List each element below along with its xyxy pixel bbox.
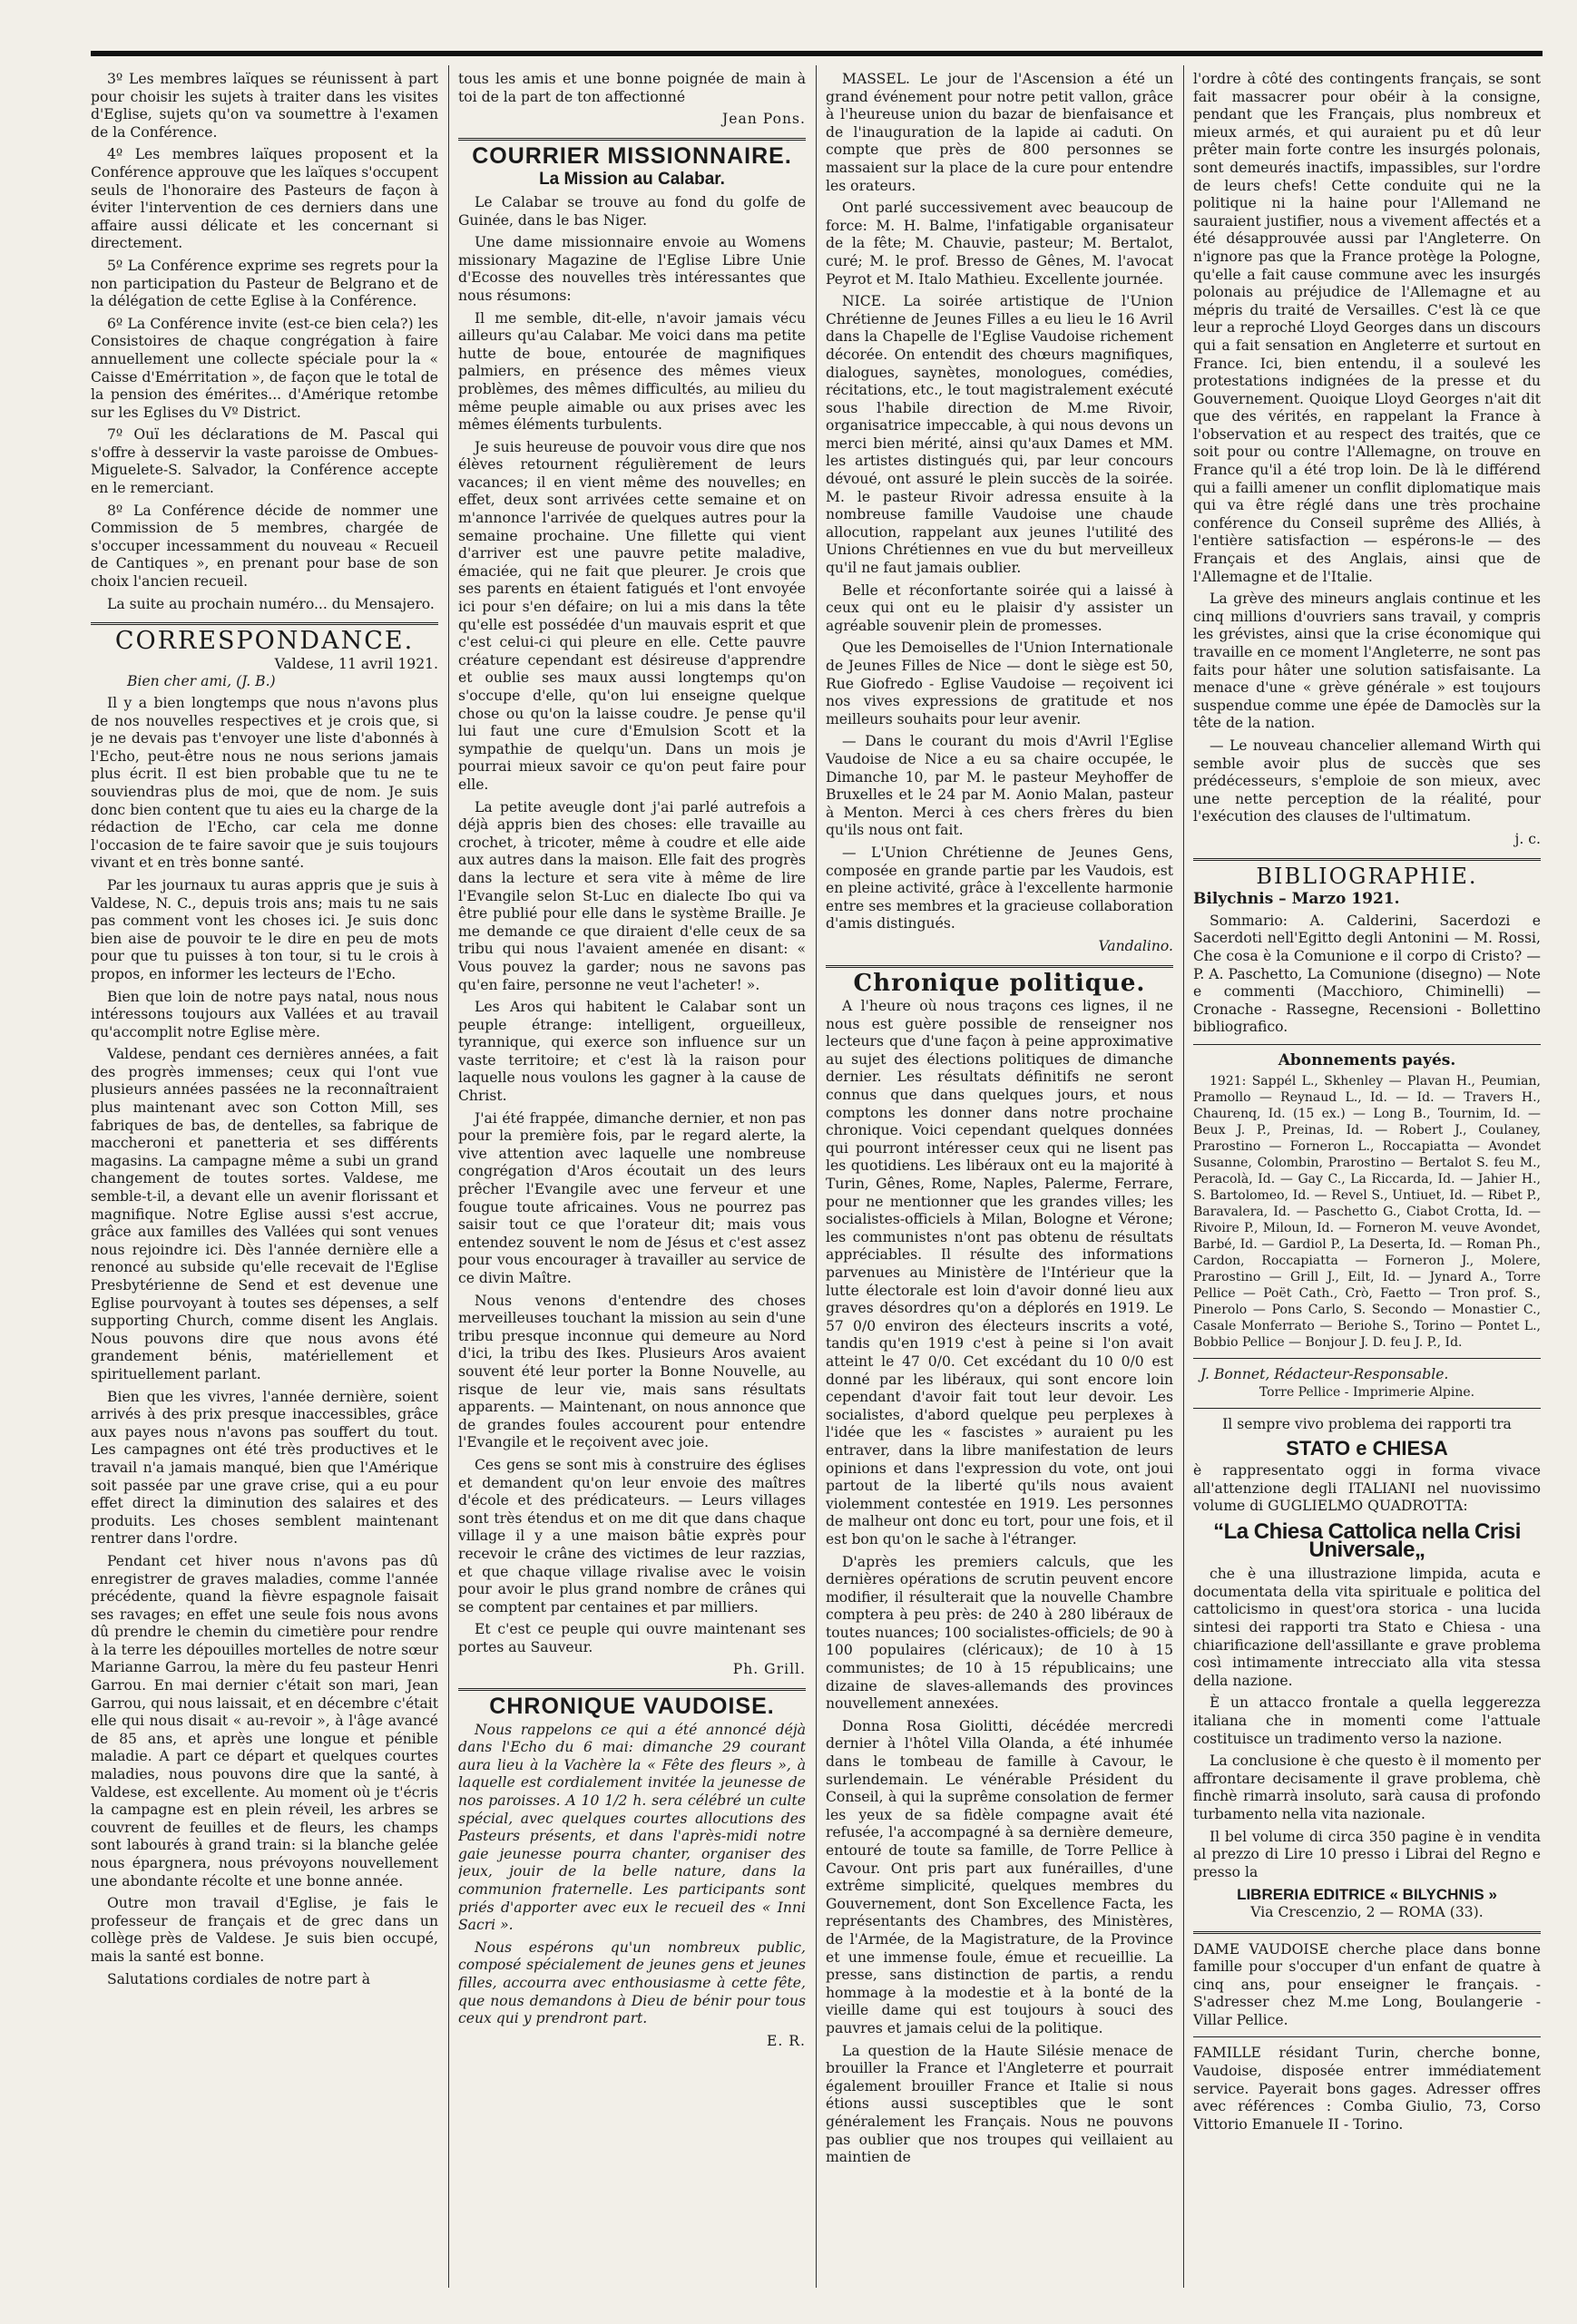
ad-text: Il bel volume di circa 350 pagine è in vendita al prezzo di Lire 10 presso i Librai del Regno e presso la (1193, 1828, 1541, 1880)
section-rule (1193, 858, 1541, 861)
letter-closing: tous les amis et une bonne poignée de main à toi de la part de ton affectionné (458, 71, 806, 105)
ad-book-title: “La Chiesa Cattolica nella Crisi Universale„ (1213, 1519, 1521, 1562)
conference-item-4: 4º Les membres laïques proposent et la Conférence approuve que les laïques s'occupent seuls de l'honoraire des Pasteurs de façon à éviter l'intervention de ces derniers dans une affaire aussi délicate et les concernant si directement. (91, 146, 438, 252)
article-paragraph: Les Aros qui habitent le Calabar sont un peuple étrange: intelligent, orgueilleux, tyrannique, qui exerce son influence sur un vaste territoire; et c'est là la raison pour laquelle nous voulons les gagner à la cause de Christ. (458, 999, 806, 1105)
politics-paragraph: D'après les premiers calculs, que les dernières opérations de scrutin peuvent encore modifier, il résulterait que la nouvelle Chambre compterа à peu près: de 240 à 280 libéraux de toutes nuances; 100 socialistes-officiels; de 90 à 100 populaires (cléricaux); de 10 à 15 communistes; de 10 à 15 républicains; une dizaine de slaves-allemands des provinces nouvellement annexées. (826, 1553, 1173, 1713)
letter-date: Valdese, 11 avril 1921. (274, 655, 438, 672)
news-nice: NICE. La soirée artistique de l'Union Chrétienne de Jeunes Filles a eu lieu le 16 Avril dans la Chapelle de l'Eglise Vaudoise richement décorée. On entendit des chœurs magnifiques, dialogues, saynètes, monologues, comédies, récitations, etc., le tout magistralement exécuté sous l'habile direction de M.me Rivoir, organisatrice impeccable, à qui nous devons un merci bien mérité, ainsi qu'aux Dames et MM. les artistes distingués qui, par leur concours dévoué, ont assuré le plein succès de la soirée. M. le pasteur Rivoir adressa ensuite à la nombreuse famille Vaudoise une chaude allocution, rappelant aux jeunes l'utilité des Unions Chrétiennes en vue du but merveilleux qu'il ne faut jamais oublier. (826, 293, 1173, 577)
article-paragraph: Il me semble, dit-elle, n'avoir jamais vécu ailleurs qu'au Calabar. Me voici dans ma petite hutte de boue, entourée de magnifiques palmiers, en présence des mêmes vieux problèmes, des mêmes difficultés, au milieu du même peuple aimable ou aux prises avec les mêmes éléments turbulents. (458, 309, 806, 434)
column-divider (1183, 65, 1184, 2288)
ad-intro: Il sempre vivo problema dei rapporti tra (1222, 1416, 1512, 1433)
classified-famille: FAMILLE résidant Turin, cherche bonne, Vaudoise, disposée entrer immédiatement service. Payerait bons gages. Adresser offres avec références : Comba Giulio, 73, Corso Vittorio Emanuele II - Torino. (1193, 2045, 1541, 2133)
section-rule (1193, 1931, 1541, 1934)
redacteur-line: J. Bonnet, Rédacteur-Responsable. (1200, 1366, 1449, 1383)
to-be-continued: La suite au prochain numéro... du Mensajero. (107, 595, 435, 612)
ad-text: È un attacco frontale a quella leggerezza italiana che in momenti come l'attuale costituisce un tradimento verso la nazione. (1193, 1694, 1541, 1747)
article-paragraph: Nous espérons qu'un nombreux public, composé spécialement de jeunes gens et jeunes filles, accourra avec enthousiasme à cette fête, que nous demandons à Dieu de bénir pour tous ceux qui y prendront part. (458, 1938, 806, 2027)
article-paragraph: Le Calabar se trouve au fond du golfe de Guinée, dans le bas Niger. (458, 193, 806, 229)
ad-text: è rappresentato oggi in forma vivace all'attenzione degli ITALIANI nel nuovissimo volume di GUGLIELMO QUADROTTA: (1193, 1462, 1541, 1515)
printer-line: Torre Pellice - Imprimerie Alpine. (1259, 1385, 1475, 1401)
article-paragraph: J'ai été frappée, dimanche dernier, et non pas pour la première fois, par le regard alerte, la vive attention avec laquelle une nombreuse congrégation d'Aros écoutait un des leurs prêcher l'Evangile avec une ferveur et une fougue toute africaines. Vous ne pourrez pas saisir tout ce que l'orateur dit; mais vous entendez souvent le nom de Jésus et c'est assez pour vous encourager à travailler au service de ce divin Maître. (458, 1109, 806, 1286)
ad-text: La conclusione è che questo è il momento per affrontare decisamente il grave problema, chè finchè rimarrà insoluto, sarà causa di profondo turbamento nella vita nazionale. (1193, 1753, 1541, 1822)
classified-dame-vaudoise: DAME VAUDOISE cherche place dans bonne famille pour s'occuper d'un enfant de quatre à cinq ans, pour enseigner le français. - S'adresser chez M.me Long, Boulangerie - Villar Pellice. (1193, 1940, 1541, 2028)
politics-paragraph: La grève des mineurs anglais continue et les cinq millions d'ouvriers sans travail, y compris les grévistes, ainsi que la crise économique qui travaille en ce moment l'Angleterre, ne sont pas faits pour hâter une solution satisfaisante. La menace d'une « grève générale » est toujours suspendue comme une épée de Damoclès sur la tête de la nation. (1193, 591, 1541, 732)
ad-stato-chiesa-heading: STATO e CHIESA (1286, 1436, 1448, 1460)
signature: Vandalino. (1098, 937, 1173, 954)
signature: Jean Pons. (721, 111, 806, 128)
chronique-politique-title: Chronique politique. (853, 969, 1146, 997)
section-rule (91, 622, 438, 625)
conference-item-8: 8º La Conférence décide de nommer une Commission de 5 membres, chargée de s'occuper incessamment du nouveau « Recueil de Cantiques », en prenant pour base de son choix l'ancien recueil. (91, 502, 438, 591)
column-divider (816, 65, 817, 2288)
signature: Ph. Grill. (732, 1661, 806, 1678)
bibliographie-title: BIBLIOGRAPHIE. (1256, 863, 1478, 889)
article-paragraph: Nous rappelons ce qui a été annoncé déjà dans l'Echo du 6 mai: dimanche 29 courant aura lieu à la Vachère la « Fête des fleurs », à laquelle est cordialement invitée la jeunesse de nos paroisses. A 10 1/2 h. sera célébré un culte spécial, avec quelques courtes allocutions des Pasteurs présents, et dans l'après-midi notre gaie jeunesse pourra chanter, organiser des jeux, jouir de la belle nature, dans la communion fraternelle. Les participants sont priés d'apporter avec eux le recueil des « Inni Sacri ». (458, 1721, 806, 1934)
courrier-missionnaire-title: COURRIER MISSIONNAIRE. (472, 142, 792, 169)
signature: E. R. (767, 2032, 806, 2049)
article-paragraph: Une dame missionnaire envoie au Womens missionary Magazine de l'Eglise Libre Unie d'Ecosse des nouvelles très intéressantes que nous résumons: (458, 234, 806, 304)
politics-paragraph: — Le nouveau chancelier allemand Wirth qui semble avoir plus de succès que ses prédécesseurs, s'emploie de son mieux, avec une nette perception de la réalité, pour l'exécution des clauses de l'ultimatum. (1193, 737, 1541, 825)
bilychnis-heading: Bilychnis – Marzo 1921. (1193, 890, 1400, 909)
column-3 (826, 71, 1173, 2284)
bilychnis-summary: Sommario: A. Calderini, Sacerdozi e Sacerdoti nell'Egitto degli Antonini — M. Rossi, Che cosa è la Comunione e il corpo di Cristo? — P. A. Paschetto, La Comunione (disegno) — Note e commenti (Macchioro, Chiminelli) — Cronache - Rassegne, Recensioni - Bollettino bibliografico. (1193, 912, 1541, 1036)
article-paragraph: La petite aveugle dont j'ai parlé autrefois a déjà appris bien des choses: elle travaille au crochet, à tricoter, même à coudre et elle aide aux autres dans la maison. Elle fait des progrès dans la lecture et sera vite à même de lire l'Evangile selon St-Luc en dialecte Ibo qui va être publié pour elle dans le système Braille. Je me demande ce que diraient d'elle ceux de sa tribu qui nous l'avaient amenée en disant: « Vous pouvez la garder; nous ne savons pas qu'en faire, personne ne veut l'acheter! ». (458, 798, 806, 993)
ad-address: Via Crescenzio, 2 — ROMA (33). (1250, 1903, 1484, 1920)
article-paragraph: Je suis heureuse de pouvoir vous dire que nos élèves retournent régulièrement de leurs vacances; il en vient même des nouvelles; en effet, deux sont arrivées cette semaine et on m'annonce l'arrivée de quelques autres pour la semaine prochaine. Une fillette qui vient d'arriver est une pauvre petite maladive, émaciée, qui ne fait que pleurer. Je crois que ses parents en étaient fatigués et l'ont envoyée ici pour s'en défaire; on lui a mis dans la tête qu'elle est possédée d'un mauvais esprit et que c'est celui-ci qui pleure en elle. Cette pauvre créature cependant est désireuse d'apprendre et oublie ses maux aussi longtemps qu'on s'occupe d'elle, qu'on lui enseigne quelque chose ou qu'on la laisse coudre. Je pense qu'il lui faut une cure d'Emulsion Scott et la sympathie de quelqu'un. Dans un mois je pourrai mieux savoir ce qu'on peut faire pour elle. (458, 438, 806, 793)
rule (1193, 2036, 1541, 2037)
column-divider (448, 65, 449, 2288)
politics-paragraph: l'ordre à côté des contingents français, se sont fait massacrer pour obéir à la consigne, pendant que les Français, plus nombreux et mieux armés, et qui auraient pu et dû leur prêter main forte contre les insurgés polonais, sont demeurés inactifs, impassibles, sur l'ordre de leurs chefs! Cette conduite qui ne la politique ni la haine pour l'Allemand ne sauraient justifier, nous a vivement affectés et a été désapprouvée aussi par l'Angleterre. On n'ignore pas que la France protège la Pologne, qu'elle a fait cause commune avec les insurgés polonais au préjudice de l'Allemagne et au mépris du traité de Versailles. C'est là ce que leur a reproché Lloyd Georges dans un discours qui a fait sensation en Angleterre et surtout en France. Ici, bien entendu, il a soulevé les protestations indignées de la presse et du Gouvernement. Quoique Lloyd Georges n'ait dit que des vérités, en rappelant la France à l'observation et au respect des traités, que ce soit pour ou contre l'Allemagne, on trouve en France qu'il a été trop loin. De là le différend qui a failli amener un conflit diplomatique mais qui va être réglé dans une très prochaine conférence du Conseil suprême des Alliés, à l'entière satisfaction — espérons-le — des Français et des Anglais, ainsi que de l'Allemagne et de l'Italie. (1193, 71, 1541, 585)
news-paragraph: Belle et réconfortante soirée qui a laissé à ceux qui ont eu le plaisir d'y assister un agréable souvenir plein de promesses. (826, 581, 1173, 634)
rule (1193, 1358, 1541, 1359)
column-1 (91, 71, 438, 2284)
signature: j. c. (1514, 830, 1541, 847)
conference-item-7: 7º Ouï les déclarations de M. Pascal qui s'offre à desservir la vaste paroisse de Ombues-Miguelete-S. Salvador, la Conférence accepte en le remerciant. (91, 426, 438, 497)
conference-item-6: 6º La Conférence invite (est-ce bien cela?) les Consistoires de chaque congrégation à faire annuellement une collecte spéciale pour la « Caisse d'Emérritation », de façon que le total de la pension des émérites... d'Amérique retombe sur les Eglises du Vº District. (91, 315, 438, 421)
article-paragraph: Et c'est ce peuple qui ouvre maintenant ses portes au Sauveur. (458, 1621, 806, 1655)
section-rule (458, 138, 806, 141)
ad-text: che è una illustrazione limpida, acuta e documentata della vita spirituale e politica del cattolicismo in quest'ora storica - una lucida sintesi dei rapporti tra Stato e Chiesa - una chiarificazione dell'assillante e grave problema così intimamente intrecciato alla vita stessa della nazione. (1193, 1566, 1541, 1689)
letter-paragraph: Il y a bien longtemps que nous n'avons plus de nos nouvelles respectives et je crois que, si je ne devais pas t'envoyer une liste d'abonnés à l'Echo, peut-être nous ne nous serions jamais plus écrit. Il est bien probable que tu ne te souviendras plus de moi, que de nom. Je suis donc bien content que tu aies eu la charge de la rédaction de l'Echo, car cela me donne l'occasion de te faire savoir que je suis toujours vivant et en très bonne santé. (91, 695, 438, 872)
letter-paragraph: Outre mon travail d'Eglise, je fais le professeur de français et de grec dans un collège près de Valdese. Je suis bien occupé, mais la santé est bonne. (91, 1895, 438, 1965)
correspondance-title: CORRESPONDANCE. (114, 627, 415, 656)
abonnements-title: Abonnements payés. (1278, 1050, 1456, 1069)
news-massel: MASSEL. Le jour de l'Ascension a été un grand événement pour notre petit vallon, grâce à l'heureuse union du bazar de bienfaisance et de l'inauguration de la lapide ai caduti. On compte que près de 800 personnes se massaient sur la place de la cure pour entendre les orateurs. (826, 71, 1173, 194)
column-4 (1193, 71, 1541, 2284)
letter-salutation: Bien cher ami, (J. B.) (127, 673, 276, 690)
letter-paragraph: Valdese, pendant ces dernières années, a fait des progrès immenses; ceux qui l'ont vue plusieurs années passées ne la reconnaîtraient plus maintenant avec son Cotton Mill, ses fabriques de bas, de dentelles, sa fabrique de maccheroni et panetteria et ses différents magasins. La campagne même a subi un grand changement de toutes sortes. Valdese, me semble-t-il, a devant elle un avenir florissant et magnifique. Notre Eglise aussi s'est accrue, grâce aux familles des Vallées qui sont venues nous rejoindre ici. Dès l'année dernière elle a renoncé au subside qu'elle recevait de l'Eglise Presbytérienne de Send et est devenue une Eglise pourvoyant à toutes ses dépenses, a self supporting Church, comme disent les Anglais. Nous pouvons dire que nous avons été grandement bénis, matériellement et spirituellement parlant. (91, 1046, 438, 1382)
newspaper-page (91, 51, 1543, 2291)
conference-item-3: 3º Les membres laïques se réunissent à part pour choisir les sujets à traiter dans les visites d'Eglise, sujets qu'on va soumettre à l'examen de la Conférence. (91, 71, 438, 141)
top-rule (91, 51, 1543, 56)
news-paragraph: — Dans le courant du mois d'Avril l'Eglise Vaudoise de Nice a eu sa chaire occupée, le Dimanche 10, par M. le pasteur Meyhoffer de Bruxelles et le 24 par M. Aonio Malan, pasteur à Menton. Merci à ces chers frères du bien qu'ils nous ont fait. (826, 733, 1173, 839)
article-paragraph: Nous venons d'entendre des choses merveilleuses touchant la mission au sein d'une tribu presque inconnue qui demeure au Nord d'ici, la tribu des Ikes. Plusieurs Aros avaient souvent été leur porter la Bonne Nouvelle, au risque de leur vie, mais sans résultats apparents. — Maintenant, on nous annonce que de grandes foules accourent pour entendre l'Evangile et le reçoivent avec joie. (458, 1292, 806, 1451)
conference-item-5: 5º La Conférence exprime ses regrets pour la non participation du Pasteur de Belgrano et de la délégation de cette Eglise à la Conférence. (91, 257, 438, 310)
politics-paragraph: La question de la Haute Silésie menace de brouiller la France et l'Angleterre et pourrait également brouiller France et Italie si nous étions aussi susceptibles que le sont généralement les Français. Nous ne pouvons pas oublier que nos troupes qui veillaient au maintien de (826, 2042, 1173, 2166)
chronique-vaudoise-title: CHRONIQUE VAUDOISE. (489, 1694, 775, 1720)
news-paragraph: — L'Union Chrétienne de Jeunes Gens, composée en grande partie par les Vaudois, est en pleine activité, grâce à l'excellente harmonie entre ses membres et la gracieuse collaboration d'amis distingués. (826, 844, 1173, 933)
article-subtitle: La Mission au Calabar. (539, 170, 725, 190)
news-paragraph: Ont parlé successivement avec beaucoup de force: M. H. Balme, l'infatigable organisateur de la fête; M. Chauvie, pasteur; M. Bertalot, curé; M. le prof. Bresso de Gênes, M. l'avocat Peyrot et M. Italo Mathieu. Excellente journée. (826, 200, 1173, 288)
politics-paragraph: A l'heure où nous traçons ces lignes, il ne nous est guère possible de renseigner nos lecteurs que d'une façon à peine approximative au sujet des élections politiques de dimanche dernier. Les résultats définitifs ne seront connus que dans quelques jours, et nous comptons les donner dans notre prochaine chronique. Voici cependant quelques données qui pourront intéresser ceux qui ne lisent pas les quotidiens. Les libéraux ont eu la majorité à Turin, Gênes, Rome, Naples, Palerme, Ferrare, pour ne mentionner que les grandes villes; les socialistes-officiels à Milan, Bologne et Vérone; les communistes n'ont pas obtenu de résultats appréciables. Il résulte des informations parvenues au Ministère de l'Intérieur que la lutte électorale est loin d'avoir donné lieu aux graves désordres qu'on a déplorés en 1919. Le 57 0/0 environ des électeurs inscrits a voté, tandis qu'en 1919 c'est à peine si l'on avait atteint le 47 0/0. Cet excédant du 10 0/0 est donné par les libéraux, qui sont encore loin cependant d'avoir fait tout leur devoir. Les socialistes, d'abord quelque peu perplexes à l'idée que les « fascistes » auraient pu les entraver, dans la libre manifestation de leurs opinions et dans l'expression du vote, ont joui partout de la liberté qu'ils nous avaient violemment contestée en 1919. Les personnes de malheur ont donc eu tort, pour une fois, et il est bon qu'on le sache à l'étranger. (826, 998, 1173, 1548)
letter-paragraph: Bien que les vivres, l'année dernière, soient arrivés à des prix presque inaccessibles, grâce aux payes nous n'avons pas souffert du tout. Les campagnes ont été très productives et le travail n'a jamais manqué, bien que l'Amérique soit passée par une grave crise, qui a eu pour effet direct la diminution des salaires et des produits. Les choses semblent maintenant rentrer dans l'ordre. (91, 1388, 438, 1548)
rule (1193, 1408, 1541, 1409)
section-rule (458, 1688, 806, 1691)
letter-paragraph: Par les journaux tu auras appris que je suis à Valdese, N. C., depuis trois ans; mais tu ne sais pas comment vont les choses ici. Je suis donc bien aise de pouvoir te le dire en peu de mots pour que tu puisses à ton tour, si tu le crois à propos, en informer les lecteurs de l'Echo. (91, 876, 438, 982)
section-rule (826, 965, 1173, 968)
ad-publisher: LIBRERIA EDITRICE « BILYCHNIS » (1237, 1886, 1497, 1904)
rule (1193, 1044, 1541, 1045)
letter-paragraph: Salutations cordiales de notre part à (107, 1970, 370, 1987)
abonnements-list: 1921: Sappél L., Skhenley — Plavan H., Peumian, Pramollo — Reynaud L., Id. — Id. — Travers H., Chaurenq, Id. (15 ex.) — Long B., Tournim, Id. — Beux J. P., Preinas, Id. — Robert J., Coulaney, Prarostino — Forneron L., Roccapiatta — Avondet Susanne, Colombin, Prarostino — Bertalot S. feu M., Peracolà, Id. — Gay C., La Riccarda, Id. — Jahier H., S. Bartolomeo, Id. — Revel S., Untiuet, Id. — Ribet P., Baravalera, Id. — Paschetto G., Ciabot Crotta, Id. — Rivoire P., Miloun, Id. — Forneron M. veuve Avondet, Barbé, Id. — Gardiol P., La Deserta, Id. — Roman Ph., Cardon, Roccapiatta — Forneron J., Molere, Prarostino — Grill J., Eilt, Id. — Jynard A., Torre Pellice — Poët Cath., Crò, Faetto — Tron prof. S., Pinerolo — Pons Carlo, S. Secondo — Monastier C., Casale Monferrato — Beriohe S., Torino — Pontet L., Bobbio Pellice — Bonjour J. D. feu J. P., Id. (1193, 1074, 1541, 1351)
news-paragraph: Que les Demoiselles de l'Union Internationale de Jeunes Filles de Nice — dont le siège est 50, Rue Giofredo - Eglise Vaudoise — reçoivent ici nos vives expressions de gratitude et nos meilleurs souhaits pour leur avenir. (826, 640, 1173, 727)
politics-paragraph: Donna Rosa Giolitti, décédée mercredi dernier à l'hôtel Villa Olanda, a été inhumée dans le tombeau de famille à Cavour, le surlendemain. Le vénérable Président du Conseil, à qui la suprême consolation de fermer les yeux de sa fidèle compagne avait été refusée, l'a accompagné à sa dernière demeure, entouré de toute sa famille, de Torre Pellice à Cavour. Ont pris part aux funérailles, d'une extrême simplicité, quelques membres du Gouvernement, dont Son Excellence Facta, les représentants des Chambres, des Ministères, de l'Armée, de la Magistrature, de la Province et une immense foule, émue et recueillie. La presse, sans distinction de partis, a rendu hommage à la modestie et à la bonté de la vieille dame qui est toujours à souci des pauvres et jamais celui de la politique. (826, 1717, 1173, 2036)
article-paragraph: Ces gens se sont mis à construire des églises et demandent qu'on leur envoie des maîtres d'école et des prédicateurs. — Leurs villages sont très étendus et on me dit que dans chaque village il y a une maison bâtie exprès pour recevoir le crâne des victimes de leur razzias, et que chaque village rivalise avec le voisin pour avoir le plus grand nombre de crânes qui se comptent par centaines et par milliers. (458, 1456, 806, 1616)
letter-paragraph: Bien que loin de notre pays natal, nous nous intéressons toujours aux Vallées et au travail qu'accomplit notre Eglise mère. (91, 988, 438, 1040)
column-2 (458, 71, 806, 2284)
letter-paragraph: Pendant cet hiver nous n'avons pas dû enregistrer de graves maladies, comme l'année précédente, quand la fièvre espagnole faisait ses ravages; en effet une seule fois nous avons dû prendre le chemin du cimetière pour rendre à la terre les dépouilles mortelles de notre sœur Marianne Garrou, la mère du feu pasteur Henri Garrou. En mai dernier c'était son mari, Jean Garrou, qui nous laissait, et en décembre c'était elle qui nous disait « au-revoir », à l'âge avancé de 85 ans, et après une longue et pénible maladie. A part ce départ et quelques courtes maladies, nous pouvons dire que la santé, à Valdese, est excellente. Au moment où je t'écris la campagne est en plein réveil, les arbres se couvrent de feuilles et de fleurs, les champs sont labourés à grand train: si la blanche gelée nous épargnera, nous prévoyons nouvellement une abondante récolte et une bonne année. (91, 1552, 438, 1889)
